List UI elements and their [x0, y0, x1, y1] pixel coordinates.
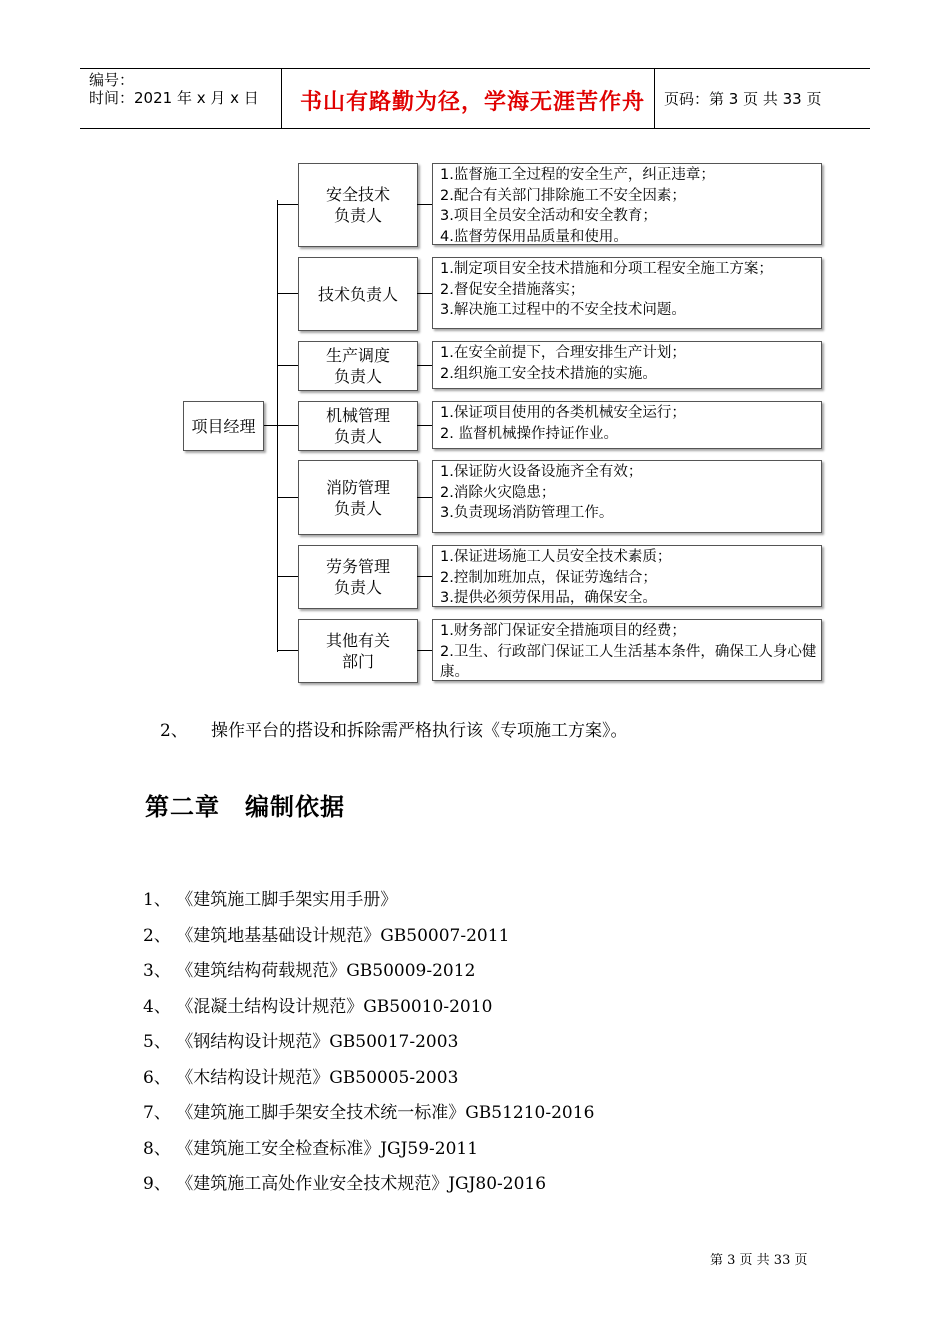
role-box — [298, 460, 418, 535]
duty-item: 4.监督劳保用品质量和使用。 — [440, 228, 628, 245]
root-project-manager — [183, 401, 264, 451]
role-title-line: 生产调度 — [325, 346, 390, 365]
role-box — [298, 257, 418, 331]
role-title — [326, 184, 390, 226]
duty-connector — [417, 425, 432, 426]
role-title-line: 劳务管理 — [325, 557, 390, 576]
header-motto: 书山有路勤为径，学海无涯苦作舟 — [300, 90, 646, 115]
duty-connector — [417, 293, 432, 294]
role-title — [326, 477, 390, 519]
role-title — [318, 284, 398, 305]
branch-connector — [277, 204, 298, 205]
duty-item: 2.消除火灾隐患； — [440, 484, 556, 501]
role-box — [298, 341, 418, 391]
role-title-line: 安全技术 — [325, 185, 390, 204]
header-divider — [281, 68, 282, 129]
reference-item: 4、 《混凝土结构设计规范》GB50010-2010 — [143, 997, 493, 1017]
item-2-number: 2、 — [160, 721, 188, 741]
role-title-line: 负责人 — [333, 578, 382, 597]
duty-item: 1.保证进场施工人员安全技术素质； — [440, 549, 672, 565]
duty-item: 2.控制加班加点，保证劳逸结合； — [440, 569, 657, 586]
duty-item: 1.制定项目安全技术措施和分项工程安全施工方案； — [440, 261, 773, 277]
duty-box — [432, 257, 822, 329]
header-bottom-rule — [80, 128, 870, 129]
duty-connector — [417, 650, 432, 651]
reference-item: 5、 《钢结构设计规范》GB50017-2003 — [143, 1032, 459, 1052]
role-title-line: 负责人 — [333, 206, 382, 225]
root-label: 项目经理 — [191, 416, 256, 436]
duty-item: 3.提供必须劳保用品，确保安全。 — [440, 590, 657, 606]
duty-box — [432, 460, 822, 533]
role-box — [298, 401, 418, 451]
duty-item: 3.解决施工过程中的不安全技术问题。 — [440, 302, 686, 318]
role-title-line: 部门 — [341, 652, 374, 671]
role-title-line: 负责人 — [333, 367, 382, 386]
role-box — [298, 545, 418, 609]
reference-item: 1、 《建筑施工脚手架实用手册》 — [143, 890, 398, 910]
role-title-line: 消防管理 — [325, 477, 390, 497]
duty-box — [432, 619, 822, 681]
duty-connector — [417, 204, 432, 205]
role-box — [298, 163, 418, 247]
duty-item: 3.负责现场消防管理工作。 — [440, 505, 614, 521]
document-date: 时间：2021 年 x 月 x 日 — [89, 89, 259, 107]
role-title-line: 负责人 — [333, 427, 382, 446]
branch-connector — [277, 650, 298, 651]
role-title — [326, 345, 390, 387]
branch-connector — [277, 576, 298, 577]
duty-item: 1.保证项目使用的各类机械安全运行； — [440, 405, 686, 421]
page-footer: 第 3 页 共 33 页 — [710, 1253, 808, 1268]
reference-item: 2、 《建筑地基基础设计规范》GB50007-2011 — [143, 926, 510, 946]
duty-box — [432, 545, 822, 607]
branch-connector — [277, 293, 298, 294]
duty-item: 1.在安全前提下，合理安排生产计划； — [440, 345, 686, 361]
role-box — [298, 619, 418, 683]
trunk-line — [277, 200, 278, 652]
reference-item: 6、 《木结构设计规范》GB50005-2003 — [143, 1068, 459, 1088]
duty-item: 2.组织施工安全技术措施的实施。 — [440, 365, 657, 382]
duty-item: 1.监督施工全过程的安全生产，纠正违章； — [440, 167, 715, 183]
duty-box — [432, 341, 822, 389]
duty-item: 1.财务部门保证安全措施项目的经费； — [440, 623, 686, 639]
role-title — [326, 405, 390, 447]
duty-box — [432, 401, 822, 449]
duty-connector — [417, 497, 432, 498]
item-2-text: 操作平台的搭设和拆除需严格执行该《专项施工方案》。 — [211, 721, 628, 741]
chapter-title: 第二章 编制依据 — [145, 793, 345, 821]
duty-item: 2. 监督机械操作持证作业。 — [440, 425, 618, 442]
root-connector — [262, 425, 277, 426]
role-title-line: 其他有关 — [325, 631, 390, 650]
document-number-label: 编号： — [89, 71, 135, 89]
role-title — [326, 556, 390, 598]
duty-box — [432, 163, 822, 245]
duty-item: 2.配合有关部门排除施工不安全因素； — [440, 187, 686, 204]
header-divider — [654, 68, 655, 129]
header-top-rule — [80, 68, 870, 69]
duty-item: 3.项目全员安全活动和安全教育； — [440, 208, 657, 224]
role-title — [326, 630, 390, 672]
header-page-info: 页码：第 3 页 共 33 页 — [664, 90, 822, 108]
reference-item: 7、 《建筑施工脚手架安全技术统一标准》GB51210-2016 — [143, 1103, 595, 1123]
branch-connector — [277, 365, 298, 366]
duty-item: 2.督促安全措施落实； — [440, 281, 585, 298]
branch-connector — [277, 497, 298, 498]
duty-connector — [417, 576, 432, 577]
reference-item: 9、 《建筑施工高处作业安全技术规范》JGJ80-2016 — [143, 1174, 547, 1194]
role-title-line: 技术负责人 — [317, 284, 398, 304]
duty-connector — [417, 365, 432, 366]
branch-connector — [277, 425, 298, 426]
reference-item: 8、 《建筑施工安全检查标准》JGJ59-2011 — [143, 1139, 479, 1159]
reference-item: 3、 《建筑结构荷载规范》GB50009-2012 — [143, 961, 476, 981]
duty-item: 1.保证防火设备设施齐全有效； — [440, 464, 643, 480]
duty-item: 2.卫生、行政部门保证工人生活基本条件，确保工人身心健康。 — [440, 643, 817, 680]
role-title-line: 负责人 — [333, 498, 382, 518]
role-title-line: 机械管理 — [325, 406, 390, 425]
